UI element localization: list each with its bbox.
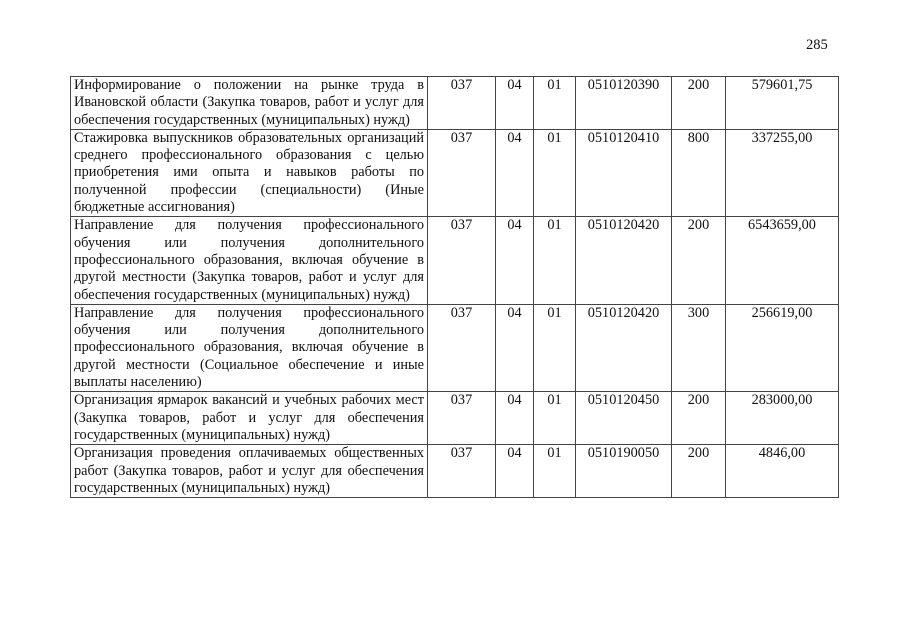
table-row bbox=[71, 445, 839, 498]
row-pr: 01 bbox=[534, 304, 576, 391]
row-amount: 256619,00 bbox=[726, 304, 839, 391]
row-vr: 300 bbox=[672, 304, 726, 391]
row-gr: 037 bbox=[428, 129, 496, 216]
row-csr: 0510120420 bbox=[576, 217, 672, 304]
row-description: Стажировка выпускников образовательных организаций среднего профессионального образования с целью приобретения ими опыта и навыков работы по полученной профессии (специальности) (Иные бюджетные ассигнования) bbox=[71, 129, 428, 216]
row-amount: 4846,00 bbox=[726, 445, 839, 498]
row-rz: 04 bbox=[496, 392, 534, 445]
row-gr: 037 bbox=[428, 304, 496, 391]
row-pr: 01 bbox=[534, 445, 576, 498]
table-row bbox=[71, 129, 839, 216]
budget-table bbox=[70, 76, 839, 498]
row-vr: 200 bbox=[672, 77, 726, 130]
row-rz: 04 bbox=[496, 77, 534, 130]
row-pr: 01 bbox=[534, 217, 576, 304]
row-rz: 04 bbox=[496, 217, 534, 304]
row-amount: 337255,00 bbox=[726, 129, 839, 216]
table-row bbox=[71, 392, 839, 445]
page-number: 285 bbox=[806, 37, 828, 53]
row-pr: 01 bbox=[534, 77, 576, 130]
row-description: Направление для получения профессионального обучения или получения дополнительного профессионального образования, включая обучение в другой местности (Закупка товаров, работ и услуг для обеспечения государственных (муниципальных) нужд) bbox=[71, 217, 428, 304]
row-csr: 0510120390 bbox=[576, 77, 672, 130]
table-row bbox=[71, 217, 839, 304]
row-gr: 037 bbox=[428, 77, 496, 130]
table-row bbox=[71, 77, 839, 130]
row-amount: 579601,75 bbox=[726, 77, 839, 130]
row-description: Организация ярмарок вакансий и учебных рабочих мест (Закупка товаров, работ и услуг для обеспечения государственных (муниципальных) нужд) bbox=[71, 392, 428, 445]
row-pr: 01 bbox=[534, 129, 576, 216]
row-gr: 037 bbox=[428, 392, 496, 445]
row-amount: 283000,00 bbox=[726, 392, 839, 445]
row-rz: 04 bbox=[496, 304, 534, 391]
row-rz: 04 bbox=[496, 129, 534, 216]
row-gr: 037 bbox=[428, 445, 496, 498]
row-csr: 0510120410 bbox=[576, 129, 672, 216]
row-description: Направление для получения профессионального обучения или получения дополнительного профессионального образования, включая обучение в другой местности (Социальное обеспечение и иные выплаты населению) bbox=[71, 304, 428, 391]
row-pr: 01 bbox=[534, 392, 576, 445]
row-amount: 6543659,00 bbox=[726, 217, 839, 304]
row-gr: 037 bbox=[428, 217, 496, 304]
row-csr: 0510190050 bbox=[576, 445, 672, 498]
row-csr: 0510120450 bbox=[576, 392, 672, 445]
row-csr: 0510120420 bbox=[576, 304, 672, 391]
row-vr: 200 bbox=[672, 392, 726, 445]
row-description: Информирование о положении на рынке труда в Ивановской области (Закупка товаров, работ и услуг для обеспечения государственных (муниципальных) нужд) bbox=[71, 77, 428, 130]
row-vr: 800 bbox=[672, 129, 726, 216]
row-rz: 04 bbox=[496, 445, 534, 498]
row-vr: 200 bbox=[672, 217, 726, 304]
table-row bbox=[71, 304, 839, 391]
row-description: Организация проведения оплачиваемых общественных работ (Закупка товаров, работ и услуг для обеспечения государственных (муниципальных) нужд) bbox=[71, 445, 428, 498]
row-vr: 200 bbox=[672, 445, 726, 498]
